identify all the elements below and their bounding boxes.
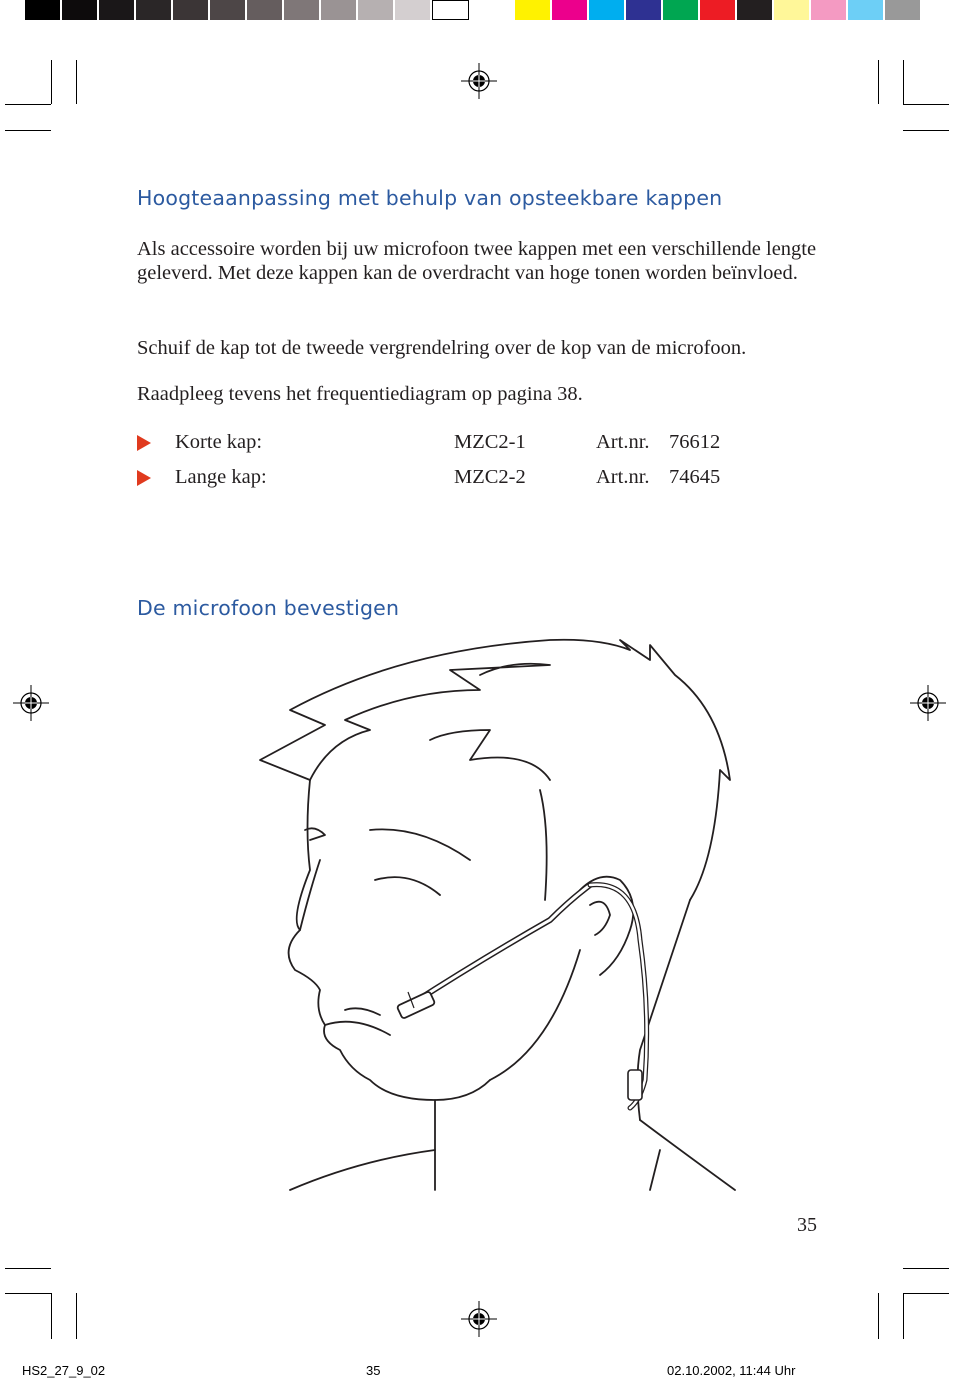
item-art-number: 76612 (669, 431, 721, 453)
paragraph-accessories: Als accessoire worden bij uw microfoon twee kappen met een verschillende lengte geleverd. Met deze kappen kan de overdracht van hoge tonen worden beïnvloed. (137, 238, 817, 284)
footer-page: 35 (366, 1363, 381, 1378)
crop-mark (903, 60, 904, 104)
headset-illustration (250, 630, 750, 1200)
gray-swatch (173, 0, 210, 20)
color-swatch (552, 0, 589, 20)
color-swatch (774, 0, 811, 20)
crop-mark (5, 104, 51, 105)
item-model: MZC2-1 (454, 431, 526, 453)
crop-mark (76, 1293, 77, 1339)
item-label: Korte kap: (175, 431, 263, 453)
gray-swatch (284, 0, 321, 20)
crop-mark (76, 60, 77, 104)
footer-filename: HS2_27_9_02 (22, 1363, 106, 1378)
crop-mark (903, 104, 949, 105)
gray-swatch (210, 0, 247, 20)
section-heading-height-adjustment: Hoogteaanpassing met behulp van opsteekbare kappen (137, 186, 723, 210)
grayscale-bar (25, 0, 469, 20)
color-bar (515, 0, 922, 20)
gray-swatch (136, 0, 173, 20)
gray-swatch (25, 0, 62, 20)
crop-mark (51, 1293, 52, 1339)
item-label: Lange kap: (175, 466, 267, 488)
registration-mark-icon (13, 685, 49, 721)
gray-swatch (62, 0, 99, 20)
item-art-label: Art.nr. (596, 431, 650, 453)
color-swatch (589, 0, 626, 20)
registration-mark-icon (461, 63, 497, 99)
gray-swatch (247, 0, 284, 20)
gray-swatch (99, 0, 136, 20)
right-triangle-icon (137, 435, 151, 451)
color-swatch (663, 0, 700, 20)
right-triangle-icon (137, 470, 151, 486)
gray-swatch (432, 0, 469, 20)
section-heading-attach-microphone: De microfoon bevestigen (137, 596, 400, 620)
crop-mark (903, 1293, 904, 1339)
crop-mark (878, 60, 879, 104)
color-swatch (515, 0, 552, 20)
crop-mark (51, 60, 52, 104)
color-swatch (811, 0, 848, 20)
gray-swatch (395, 0, 432, 20)
item-art-label: Art.nr. (596, 466, 650, 488)
paragraph-reference: Raadpleeg tevens het frequentiediagram op pagina 38. (137, 383, 583, 405)
page-number: 35 (797, 1214, 817, 1236)
list-item (137, 431, 777, 457)
crop-mark (5, 1268, 51, 1269)
crop-mark (5, 130, 51, 131)
gray-swatch (358, 0, 395, 20)
gray-swatch (321, 0, 358, 20)
paragraph-instruction: Schuif de kap tot de tweede vergrendelring over de kop van de microfoon. (137, 337, 747, 359)
item-art-number: 74645 (669, 466, 721, 488)
color-swatch (626, 0, 663, 20)
crop-mark (903, 1268, 949, 1269)
color-swatch (737, 0, 774, 20)
color-swatch (848, 0, 885, 20)
crop-mark (903, 130, 949, 131)
list-item (137, 466, 777, 492)
crop-mark (5, 1293, 51, 1294)
item-model: MZC2-2 (454, 466, 526, 488)
crop-mark (903, 1293, 949, 1294)
footer-date: 02.10.2002, 11:44 Uhr (667, 1363, 796, 1378)
color-swatch (885, 0, 922, 20)
registration-mark-icon (910, 685, 946, 721)
color-swatch (700, 0, 737, 20)
registration-mark-icon (461, 1301, 497, 1337)
crop-mark (878, 1293, 879, 1339)
